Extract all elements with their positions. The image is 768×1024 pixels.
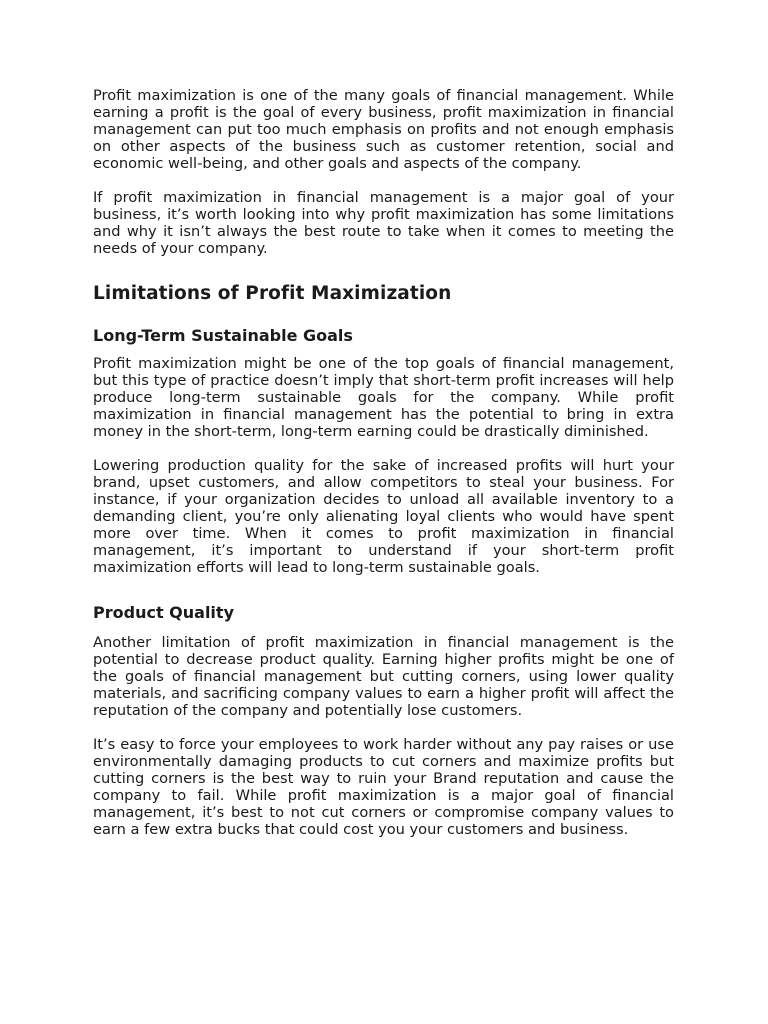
product-quality-heading: Product Quality: [93, 603, 234, 622]
heading-gap: [93, 306, 674, 326]
document-page: [93, 87, 674, 838]
section-gap: [93, 576, 674, 603]
heading-gap: [93, 346, 674, 355]
heading-gap: [93, 623, 674, 634]
paragraph-gap: [93, 719, 674, 736]
product-quality-paragraph-1: Another limitation of profit maximization in financial management is the potential to decrease product quality. Earning higher profits might be one of the goals of financial management but cutting corners, using lower quality materials, and sacrificing company values to earn a higher profit will affect the reputation of the company and potentially lose customers.: [93, 634, 674, 719]
long-term-heading: Long-Term Sustainable Goals: [93, 326, 353, 345]
product-quality-paragraph-2: It’s easy to force your employees to work harder without any pay raises or use environmentally damaging products to cut corners and maximize profits but cutting corners is the best way to ruin your Brand reputation and cause the company to fail. While profit maximization is a major goal of financial management, it’s best to not cut corners or compromise company values to earn a few extra bucks that could cost you your customers and business.: [93, 736, 674, 838]
paragraph-gap: [93, 440, 674, 457]
paragraph-gap: [93, 172, 674, 189]
intro-paragraph-2: If profit maximization in financial management is a major goal of your business, it’s worth looking into why profit maximization has some limitations and why it isn’t always the best route to take when it comes to meeting the needs of your company.: [93, 189, 674, 257]
long-term-paragraph-1: Profit maximization might be one of the top goals of financial management, but this type of practice doesn’t imply that short-term profit increases will help produce long-term sustainable goals for the company. While profit maximization in financial management has the potential to bring in extra money in the short-term, long-term earning could be drastically diminished.: [93, 355, 674, 440]
intro-paragraph-1: Profit maximization is one of the many goals of financial management. While earning a profit is the goal of every business, profit maximization in financial management can put too much emphasis on profits and not enough emphasis on other aspects of the business such as customer retention, social and economic well-being, and other goals and aspects of the company.: [93, 87, 674, 172]
section-heading: Limitations of Profit Maximization: [93, 283, 452, 304]
long-term-paragraph-2: Lowering production quality for the sake of increased profits will hurt your brand, upset customers, and allow competitors to steal your business. For instance, if your organization decides to unload all available inventory to a demanding client, you’re only alienating loyal clients who would have spent more over time. When it comes to profit maximization in financial management, it’s important to understand if your short-term profit maximization efforts will lead to long-term sustainable goals.: [93, 457, 674, 576]
section-gap: [93, 257, 674, 282]
